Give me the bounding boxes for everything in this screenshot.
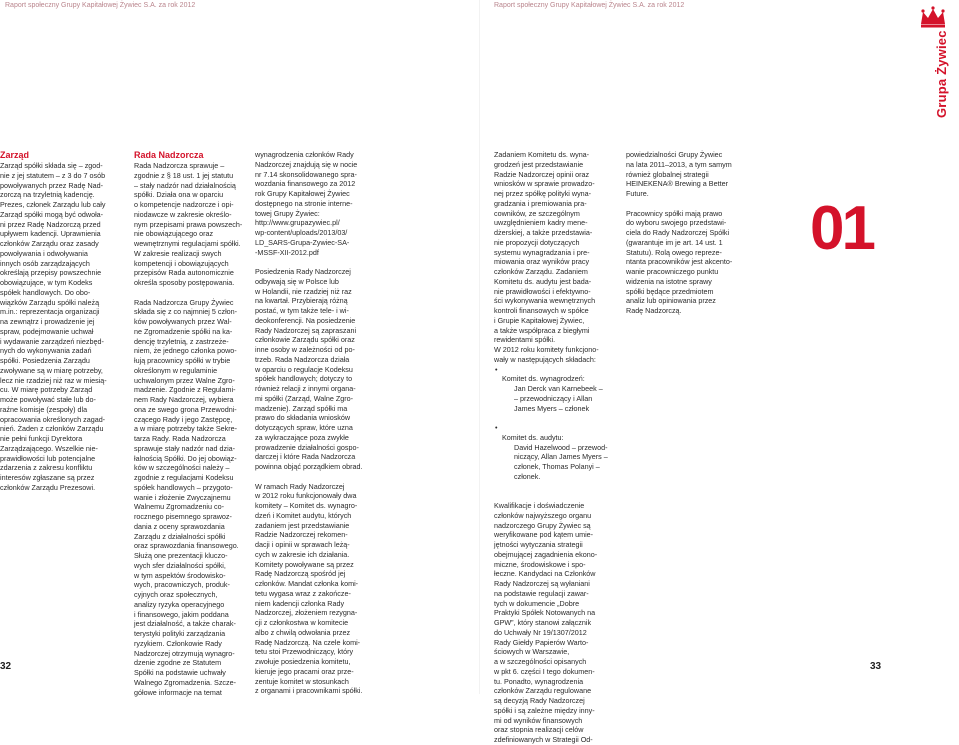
- paragraph: Pracownicy spółki mają prawo do wyboru swojego przedstawi- ciela do Rady Nadzorczej Spółki (gwarantuje im je art. 14 ust. 1 Statutu). Rolą owego repreze- ntanta pracowników jest akcento- wanie pracowniczego punktu widzenia na istotne sprawy spółki będące przedmiotem analiz lub opiniowania przez Radę Nadzorczą.: [626, 208, 733, 315]
- list-item-label: Komitet ds. audytu:: [502, 432, 564, 442]
- paragraph: wynagrodzenia członków Rady Nadzorczej znajdują się w nocie nr 7.14 skonsolidowanego spra- wozdania finansowego za 2012 rok Grupy Kapitałowej Żywiec dostępnego na stronie interne- towej Grupy Żywiec: http://www.grupazywiec.pl/ wp-content/uploads/2013/03/ LD_SARS-Grupa-Zywiec-SA- -MSSF-XII-2012.pdf: [255, 150, 358, 257]
- paragraph: Rada Nadzorcza Grupy Żywiec składa się z co najmniej 5 człon- ków powoływanych przez Wal- ne Zgromadzenie spółki na ka- dencję trzyletnią, z zastrzeże- niem, że jednego członka powo- łują pracownicy spółki w trybie określonym w regulaminie uchwalonym przez Walne Zgro- madzenie. Zgodnie z Regulami- nem Rady Nadzorczej, wybiera ona ze swego grona Przewodni- czącego Rady i jego Zastępcę, a w miarę potrzeby także Sekre- tarza Rady. Rada Nadzorcza sprawuje stały nadzór nad dzia- łalnością Spółki. Do jej obowiąz- ków w szczególności należy – zgodnie z regulacjami Kodeksu spółek handlowych – przygoto- wanie i złożenie Zwyczajnemu Walnemu Zgromadzeniu co- rocznego pisemnego sprawoz- dania z oceny sprawozdania Zarządu z działalności spółki oraz sprawozdania finansowego. Służą one prezentacji kluczo- wych sfer działalności spółki, w tym aspektów środowisko- wych, pracowniczych, produk- cyjnych oraz społecznych, analizy ryzyka operacyjnego i finansowego, jakim poddana jest działalność, a także charak- terystyki polityki zarządzania ryzykiem. Członkowie Rady Nadzorczej otrzymują wynagro- dzenie zgodne ze Statutem Spółki na podstawie uchwały Walnego Zgromadzenia. Szcze- gółowe informacje na temat: [134, 297, 239, 697]
- paragraph: Zarząd spółki składa się – zgod- nie z jej statutem – z 3 do 7 osób powoływanych przez Radę Nad- zorczą na trzyletnią kadencję. Prezes, członek Zarządu lub cały Zarząd spółki mogą być odwoła- ni przez Radę Nadzorczą przed upływem kadencji. Uprawnienia członków Zarządu oraz zasady powoływania i odwoływania innych osób zarządzających określają przepisy powszechnie obowiązujące, w tym Kodeks spółek handlowych. Do obo- wiązków Zarządu spółki należą m.in.: reprezentacja organizacji na zewnątrz i prowadzenie jej spraw, podejmowanie uchwał i wydawanie zarządzeń niezbęd- nych do wykonywania zadań spółki. Posiedzenia Zarządu zwoływane są w miarę potrzeby, lecz nie rzadziej niż raz w miesią- cu. W miarę potrzeby Zarząd może powoływać stałe lub do- raźne komisje (zespoły) dla opracowania określonych zagad- nień. Żaden z członków Zarządu nie pełni funkcji Dyrektora Zarządzającego. Wszelkie nie- prawidłowości lub potencjalne zdarzenia z zakresu konfliktu interesów zgłaszane są przez członków Zarządu Prezesowi.: [0, 161, 107, 492]
- page-left: [0, 0, 479, 697]
- brand-name: Grupa Żywiec: [934, 30, 949, 118]
- crown-icon: [919, 6, 947, 28]
- section-heading-zarzad: Zarząd: [0, 150, 30, 160]
- list-item-detail: Jan Derck van Karnebeek – – przewodniczący i Allan James Myers – członek: [514, 384, 603, 413]
- committee-list: [494, 365, 618, 492]
- column-rada-nadzorcza: [134, 150, 254, 697]
- page-number-left: 32: [0, 661, 12, 672]
- page-number-right: 33: [870, 661, 882, 672]
- paragraph: Zadaniem Komitetu ds. wyna- grodzeń jest przedstawianie Radzie Nadzorczej opinii oraz wniosków w sprawie prowadzo- nej przez spółkę polityki wyna- gradzania i premiowania pra- cowników, ze szczególnym uwzględnieniem kadry mene- dżerskiej, a także przedstawia- nie propozycji dotyczących systemu wynagradzania i pre- miowania oraz wyników pracy członków Zarządu. Zadaniem Komitetu ds. audytu jest bada- nie prawidłowości i efektywno- ści wykonywania wewnętrznych kontroli finansowych w spółce i Grupie Kapitałowej Żywiec, a także współpraca z biegłymi rewidentami spółki. W 2012 roku komitety funkcjono- wały w następujących składach:: [494, 150, 599, 364]
- paragraph: Posiedzenia Rady Nadzorczej odbywają się w Polsce lub w Holandii, nie rzadziej niż raz na kwartał. Przybierają różną postać, w tym także tele- i wi- deokonferencji. Na posiedzenie Rady Nadzorczej są zapraszani członkowie Zarządu spółki oraz inne osoby w zależności od po- trzeb. Rada Nadzorcza działa w oparciu o regulacje Kodeksu spółek handlowych; dotyczy to również relacji z innymi organa- mi spółki (Zarząd, Walne Zgro- madzenie). Zarząd spółki ma prawo do składania wniosków dotyczących spraw, które uzna za wykraczające poza zwykłe prowadzenie działalności gospo- darczej i które Rada Nadzorcza powinna objąć porządkiem obrad.: [255, 267, 363, 471]
- paragraph: W ramach Rady Nadzorczej w 2012 roku funkcjonowały dwa komitety – Komitet ds. wynagro- dzeń i Komitet audytu, których zadaniem jest przedstawianie Radzie Nadzorczej rekomen- dacji i opinii w sprawach leżą- cych w zakresie ich działania. Komitety powoływane są przez Radę Nadzorczą spośród jej członków. Mandat członka komi- tetu wygasa wraz z zakończe- niem kadencji członka Rady Nadzorczej, złożeniem rezygna- cji z członkostwa w komitecie albo z chwilą odwołania przez Radę Nadzorczą. Na czele komi- tetu stoi Przewodniczący, który zwołuje posiedzenia komitetu, kieruje jego pracami oraz prze- zentuje komitet w stosunkach z organami i pracownikami spółki.: [255, 481, 363, 696]
- list-item: [494, 423, 618, 491]
- column-rada-continued: [255, 150, 375, 696]
- running-header-left: Raport społeczny Grupy Kapitałowej Żywiec S.A. za rok 2012: [5, 2, 196, 9]
- brand-logo: [910, 0, 959, 130]
- section-number: 01: [810, 194, 873, 263]
- running-header-right: Raport społeczny Grupy Kapitałowej Żywiec S.A. za rok 2012: [494, 2, 685, 9]
- column-komitety: [494, 150, 618, 745]
- list-item: [494, 365, 618, 424]
- section-heading-rada-nadzorcza: Rada Nadzorcza: [134, 150, 204, 160]
- paragraph: Kwalifikacje i doświadczenie członków najwyższego organu nadzorczego Grupy Żywiec są weryfikowane pod kątem umie- jętności wytyczania strategii obejmującej zagadnienia ekono- miczne, środowiskowe i spo- łeczne. Kandydaci na Członków Rady Nadzorczej są wyłaniani na podstawie regulacji zawar- tych w dokumencie „Dobre Praktyki Spółek Notowanych na GPW”, który stanowi załącznik do Uchwały Nr 19/1307/2012 Rady Giełdy Papierów Warto- ściowych w Warszawie, a w szczególności opisanych w pkt 6. części I tego dokumen- tu. Ponadto, wynagrodzenia członków Zarządu regulowane są decyzją Rady Nadzorczej spółki i są zależne między inny- mi od wyników finansowych oraz stopnia realizacji celów zdefiniowanych w Strategii Od-: [494, 501, 598, 744]
- page-right: [480, 0, 959, 744]
- list-item-label: Komitet ds. wynagrodzeń:: [502, 374, 585, 384]
- paragraph: Rada Nadzorcza sprawuje – zgodnie z § 18 ust. 1 jej statutu – stały nadzór nad działalnością spółki. Działa ona w oparciu o kompetencje nadzorcze i opi- niodawcze w zakresie określo- nym przepisami prawa powszech- nie obowiązującego oraz wewnętrznymi regulacjami spółki. W zakresie realizacji swych kompetencji i obowiązujących przepisów Rada autonomicznie określa sposoby postępowania.: [134, 161, 243, 287]
- list-item-detail: David Hazelwood – przewod- niczący, Allan James Myers – członek, Thomas Polanyi – członek.: [514, 442, 608, 481]
- column-zarzad: [0, 150, 122, 493]
- paragraph: powiedzialności Grupy Żywiec na lata 2011–2013, a tym samym również globalnej strategii HEINEKENA® Brewing a Better Future.: [626, 150, 732, 198]
- column-strategy: [626, 150, 746, 316]
